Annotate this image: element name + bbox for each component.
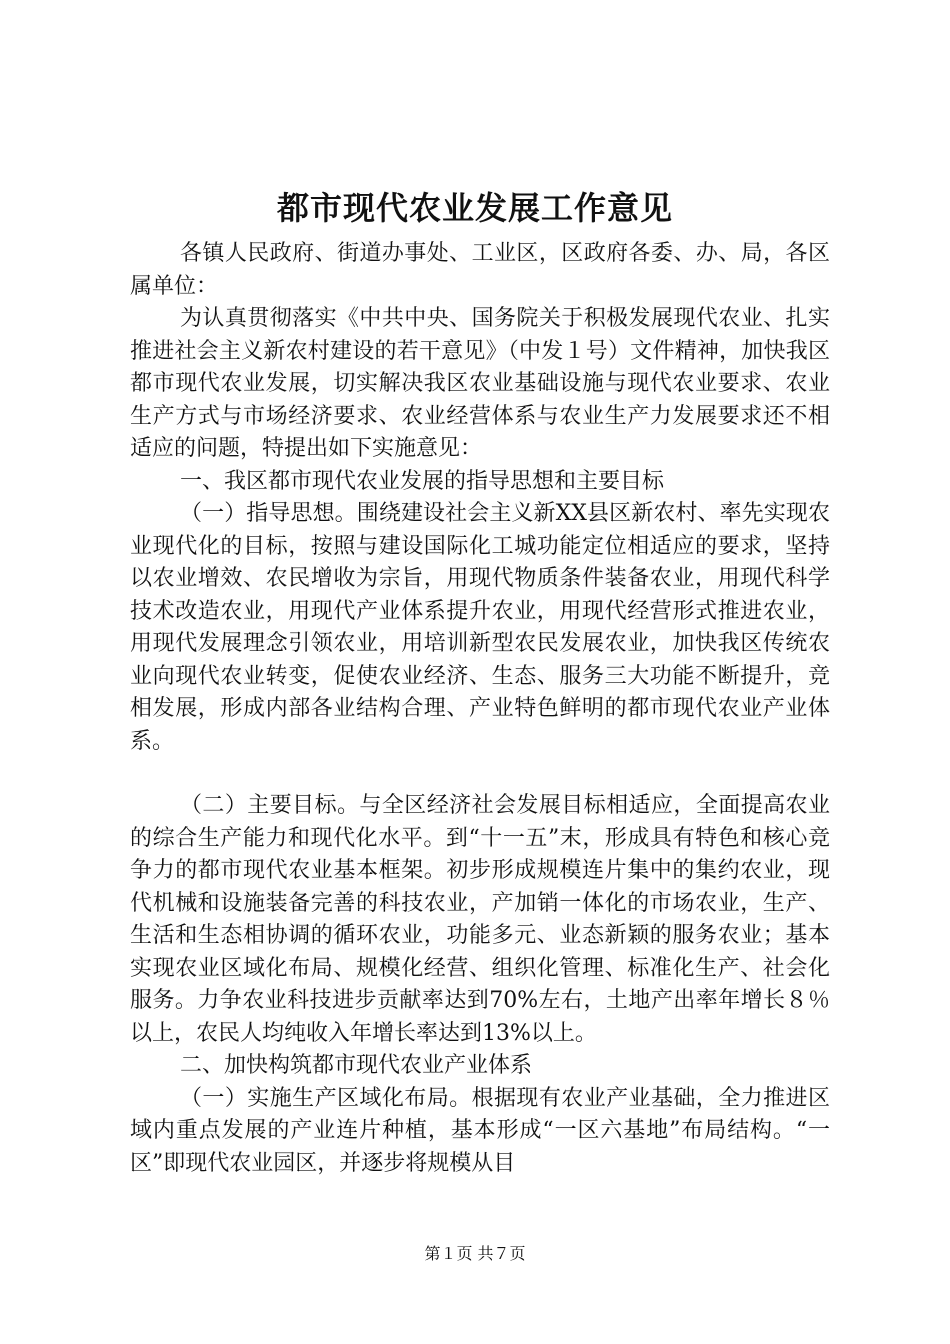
paragraph-intro: 为认真贯彻落实《中共中央、国务院关于积极发展现代农业、扎实推进社会主义新农村建设的若干意见》（中发１号）文件精神，加快我区都市现代农业发展，切实解决我区农业基础设施与现代农业要求、农业生产方式与市场经济要求、农业经营体系与农业生产力发展要求还不相适应的问题，特提出如下实施意见： [130,306,830,461]
section-heading-2: 二、加快构筑都市现代农业产业体系 [180,1053,533,1078]
section-heading-1: 一、我区都市现代农业发展的指导思想和主要目标 [180,468,665,494]
paragraph-regional-layout: （一）实施生产区域化布局。根据现有农业产业基础，全力推进区域内重点发展的产业连片种植，基本形成“一区六基地”布局结构。“一区”即现代农业园区，并逐步将规模从目 [130,1085,830,1176]
document-body [130,238,830,1180]
paragraph-main-goals: （二）主要目标。与全区经济社会发展目标相适应，全面提高农业的综合生产能力和现代化水平。到“十一五”末，形成具有特色和核心竞争力的都市现代农业基本框架。初步形成规模连片集中的集约农业，现代机械和设施装备完善的科技农业，产加销一体化的市场农业，生产、生活和生态相协调的循环农业，功能多元、业态新颖的服务农业；基本实现农业区域化布局、规模化经营、组织化管理、标准化生产、社会化服务。力争农业科技进步贡献率达到70%左右，土地产出率年增长８％以上，农民人均纯收入年增长率达到13%以上。 [130,793,830,1046]
paragraph-spacer [130,758,830,790]
document-title: 都市现代农业发展工作意见 [276,189,673,227]
page-number-footer: 第１页 共７页 [424,1244,526,1263]
paragraph-guiding-ideology: （一）指导思想。围绕建设社会主义新XX县区新农村、率先实现农业现代化的目标，按照与建设国际化工城功能定位相适应的要求，坚持以农业增效、农民增收为宗旨，用现代物质条件装备农业，用现代科学技术改造农业，用现代产业体系提升农业，用现代经营形式推进农业，用现代发展理念引领农业，用培训新型农民发展农业，加快我区传统农业向现代农业转变，促使农业经济、生态、服务三大功能不断提升，竞相发展，形成内部各业结构合理、产业特色鲜明的都市现代农业产业体系。 [130,501,830,754]
salutation: 各镇人民政府、街道办事处、工业区，区政府各委、办、局，各区属单位： [130,241,830,299]
